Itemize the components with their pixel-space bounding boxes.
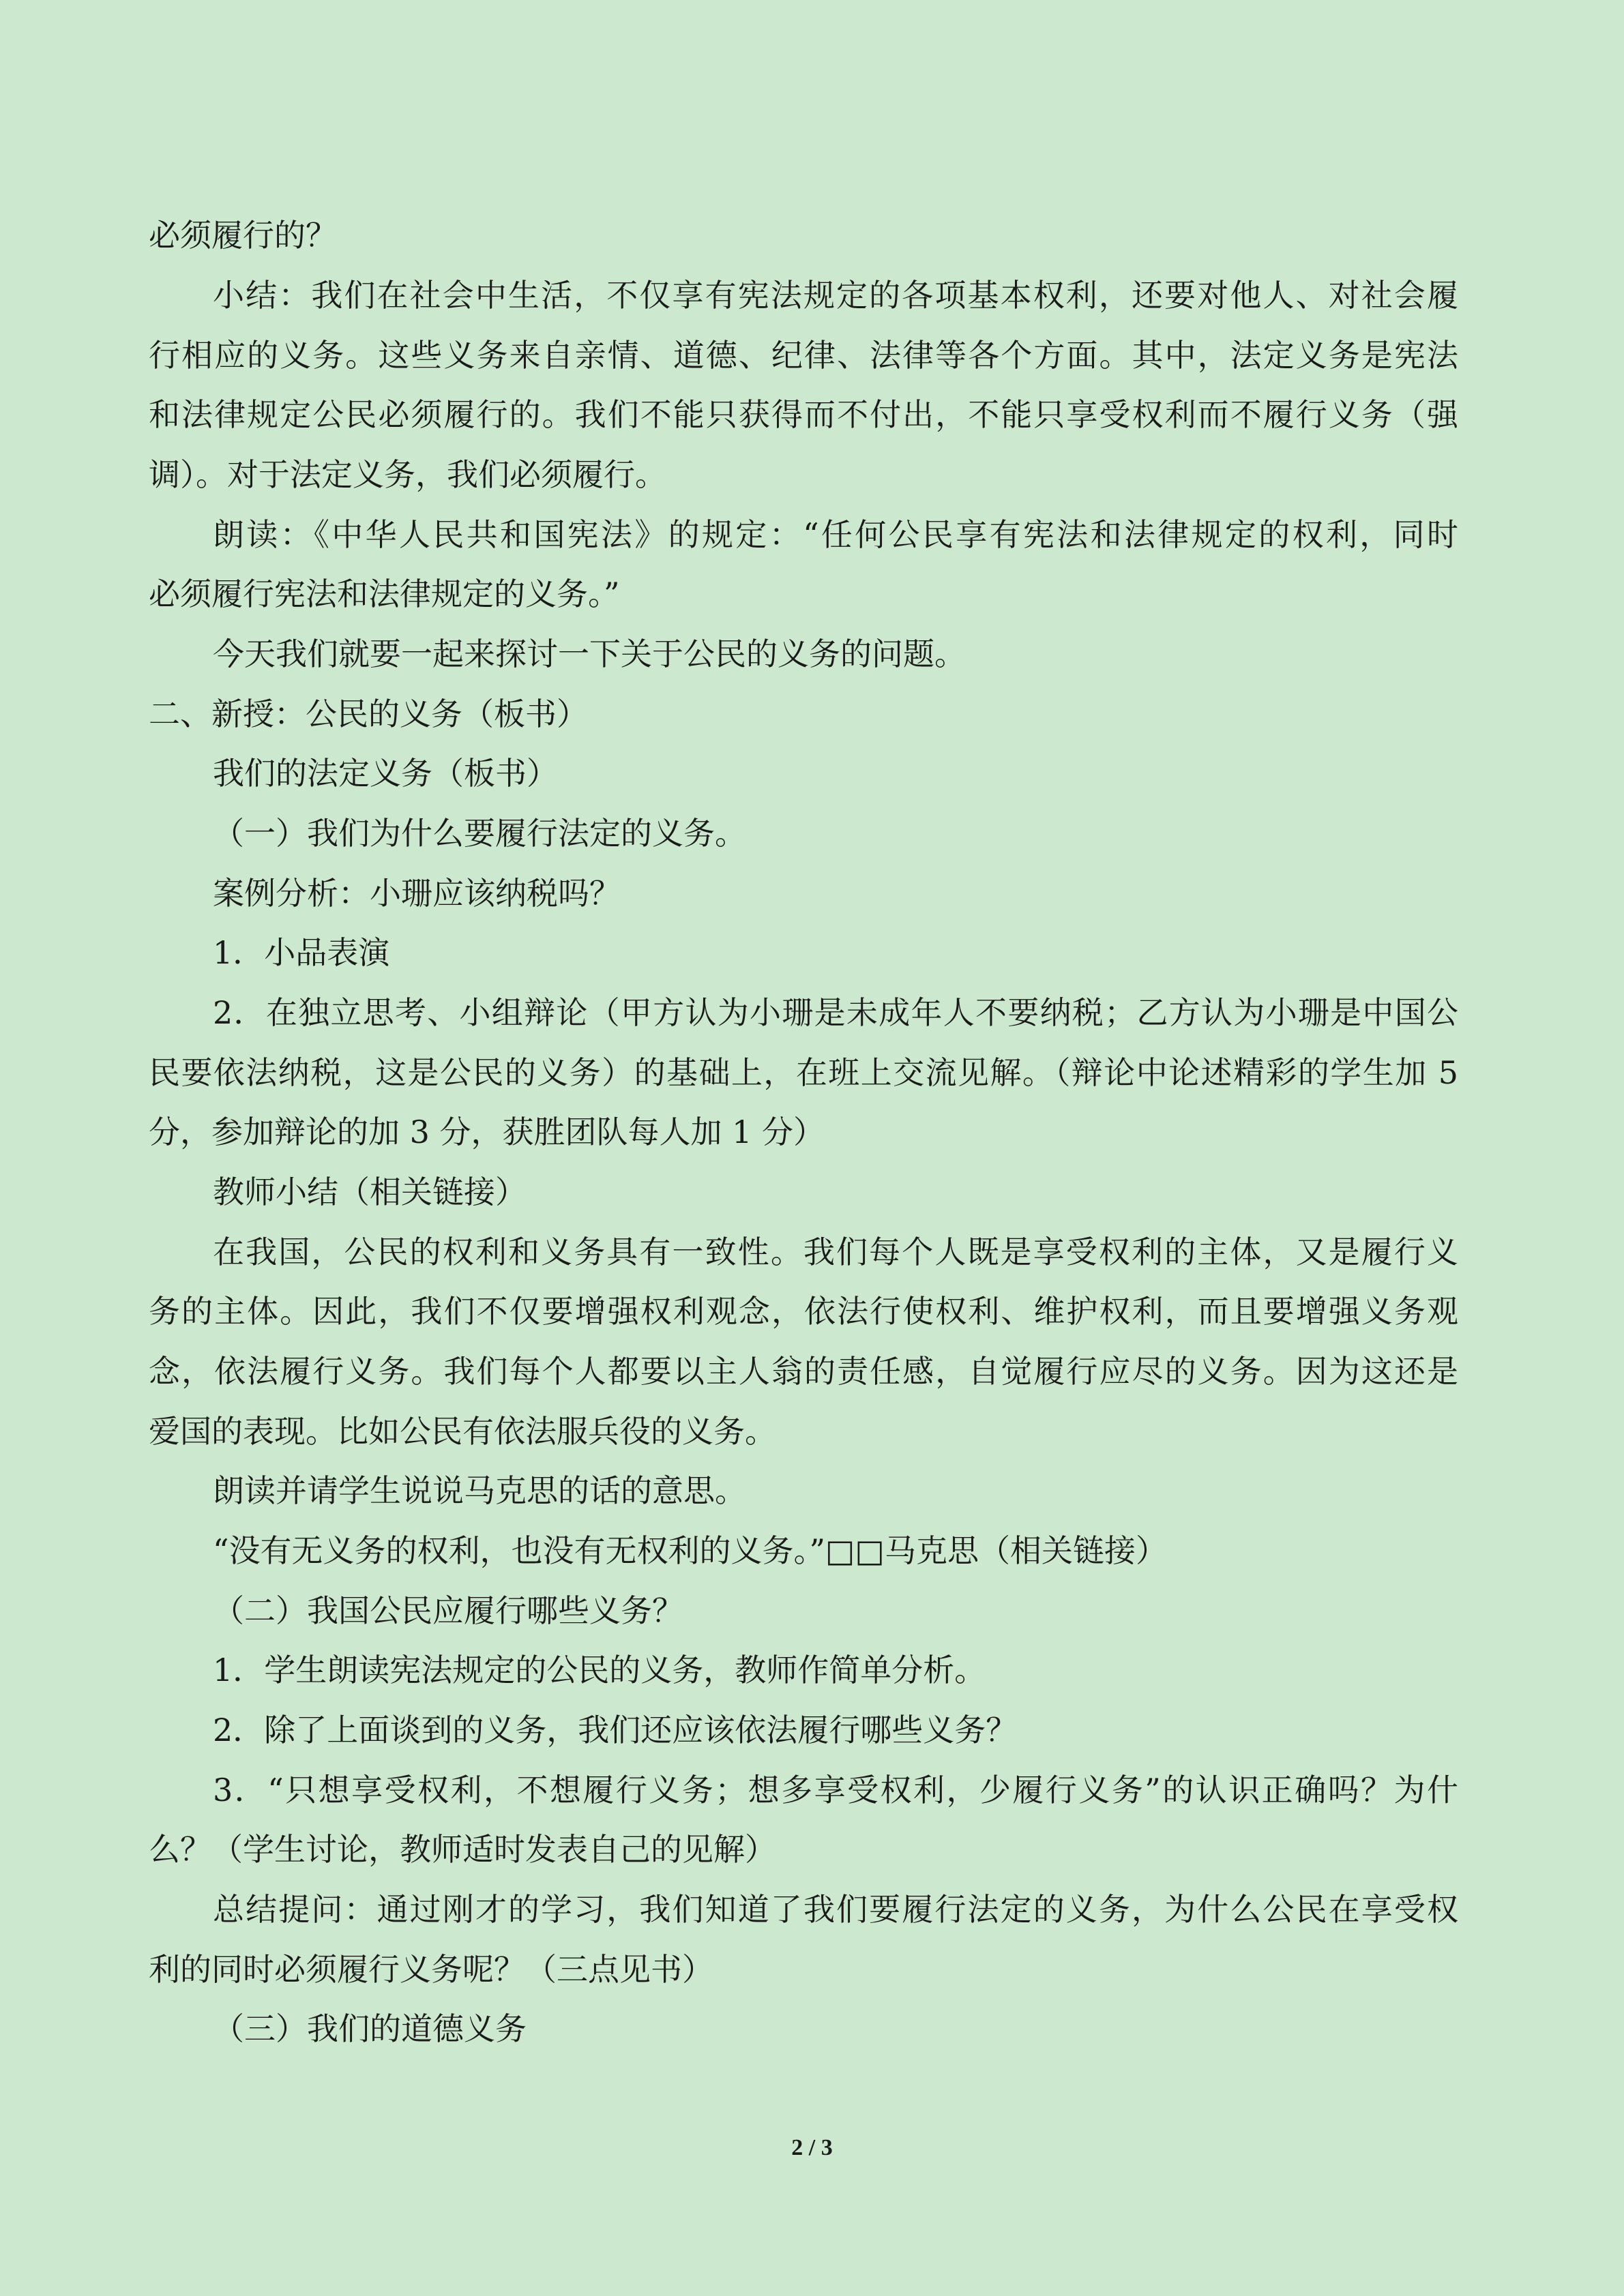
text-line: 务的主体。因此，我们不仅要增强权利观念，依法行使权利、维护权利，而且要增强义务观	[149, 1293, 1458, 1330]
text-line: 小结：我们在社会中生活，不仅享有宪法规定的各项基本权利，还要对他人、对社会履	[213, 277, 1458, 314]
quote-line: “没有无义务的权利，也没有无权利的义务。”□□马克思（相关链接）	[213, 1532, 1167, 1569]
text-line: 1．学生朗读宪法规定的公民的义务，教师作简单分析。	[213, 1652, 986, 1688]
section-heading: 二、新授：公民的义务（板书）	[149, 696, 588, 732]
text-line: 必须履行宪法和法律规定的义务。”	[149, 576, 620, 612]
text-line: 利的同时必须履行义务呢？（三点见书）	[149, 1951, 713, 1988]
text-line: 教师小结（相关链接）	[213, 1174, 527, 1210]
text-line: 1．小品表演	[213, 934, 390, 971]
subsection-heading: 我们的法定义务（板书）	[213, 755, 558, 792]
text-line: 案例分析：小珊应该纳税吗？	[213, 875, 621, 912]
page-number: 2 / 3	[791, 2135, 833, 2160]
text-line: 朗读并请学生说说马克思的话的意思。	[213, 1472, 746, 1509]
text-line: （三）我们的道德义务	[213, 2010, 527, 2047]
text-line: 2．在独立思考、小组辩论（甲方认为小珊是未成年人不要纳税；乙方认为小珊是中国公	[213, 994, 1458, 1031]
text-line: 爱国的表现。比如公民有依法服兵役的义务。	[149, 1413, 776, 1450]
text-line: 分，参加辩论的加 3 分，获胜团队每人加 1 分）	[149, 1114, 825, 1150]
text-line: 调）。对于法定义务，我们必须履行。	[149, 456, 666, 493]
text-line: 朗读：《中华人民共和国宪法》的规定：“任何公民享有宪法和法律规定的权利，同时	[213, 516, 1458, 553]
text-line: 念，依法履行义务。我们每个人都要以主人翁的责任感，自觉履行应尽的义务。因为这还是	[149, 1353, 1458, 1390]
text-line: 和法律规定公民必须履行的。我们不能只获得而不付出，不能只享受权利而不履行义务（强	[149, 396, 1458, 433]
text-line: 2．除了上面谈到的义务，我们还应该依法履行哪些义务？	[213, 1712, 1018, 1748]
text-line: （一）我们为什么要履行法定的义务。	[213, 815, 746, 852]
text-line: 今天我们就要一起来探讨一下关于公民的义务的问题。	[213, 636, 966, 672]
text-line: 必须履行的？	[149, 217, 337, 254]
text-line: 行相应的义务。这些义务来自亲情、道德、纪律、法律等各个方面。其中，法定义务是宪法	[149, 337, 1458, 374]
text-line: 民要依法纳税，这是公民的义务）的基础上，在班上交流见解。（辩论中论述精彩的学生加 5	[149, 1054, 1458, 1091]
text-line: 么？（学生讨论，教师适时发表自己的见解）	[149, 1831, 776, 1868]
text-line: （二）我国公民应履行哪些义务？	[213, 1592, 683, 1629]
text-line: 在我国，公民的权利和义务具有一致性。我们每个人既是享受权利的主体，又是履行义	[213, 1234, 1458, 1270]
text-line: 3．“只想享受权利，不想履行义务；想多享受权利，少履行义务”的认识正确吗？为什	[213, 1772, 1458, 1808]
text-line: 总结提问：通过刚才的学习，我们知道了我们要履行法定的义务，为什么公民在享受权	[213, 1891, 1458, 1928]
